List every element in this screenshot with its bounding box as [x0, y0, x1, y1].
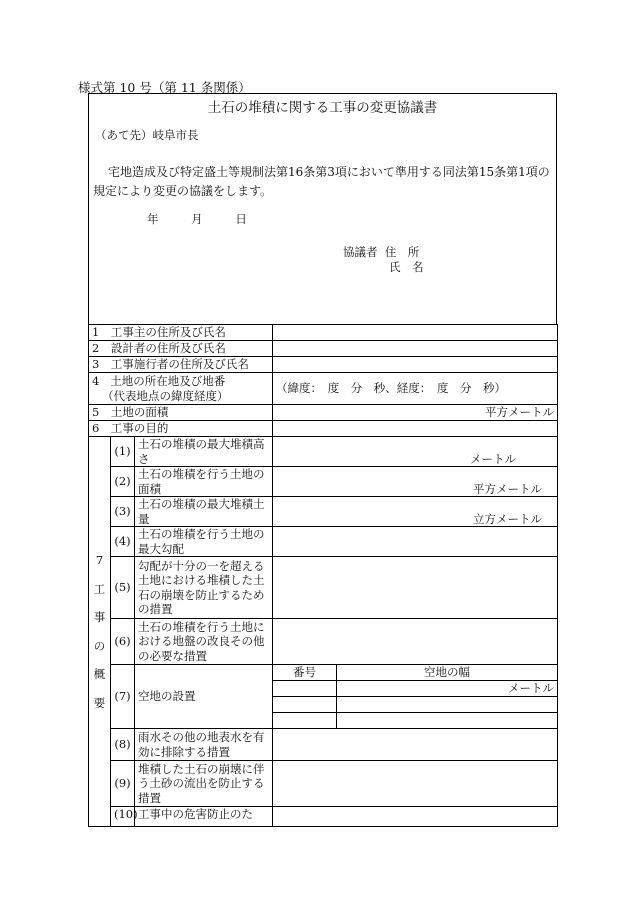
- table-row: [89, 619, 558, 665]
- open-space-width-3[interactable]: [337, 713, 558, 729]
- row1-value[interactable]: [273, 325, 558, 341]
- item1-num: (1): [111, 437, 135, 467]
- party-name-label: 氏 名: [389, 260, 424, 274]
- open-space-number-1[interactable]: [273, 681, 337, 697]
- party-block: [343, 245, 424, 275]
- open-space-width-2[interactable]: [337, 697, 558, 713]
- table-row: [89, 421, 558, 437]
- party-address-label: 住 所: [384, 245, 420, 259]
- item8-label: 雨水その他の地表水を有効に排除する措置: [135, 729, 273, 761]
- open-space-col-width: 空地の幅: [337, 665, 558, 681]
- row3-label: 3 工事施行者の住所及び氏名: [89, 357, 273, 373]
- body-text: 宅地造成及び特定盛土等規制法第16条第3項において準用する同法第15条第1項の規定により変更の協議をします。: [93, 165, 550, 198]
- item9-label: 堆積した土石の崩壊に伴う土砂の流出を防止する措置: [135, 761, 273, 807]
- date-year: 年: [147, 212, 159, 226]
- row4-num: 4: [92, 374, 100, 388]
- table-row: [89, 807, 558, 827]
- form-number: 様式第 10 号（第 11 条関係）: [78, 80, 251, 95]
- item5-value[interactable]: [273, 557, 558, 619]
- item5-label: 勾配が十分の一を超える土地における堆積した土石の崩壊を防止するための措置: [135, 557, 273, 619]
- row6-label: 6 工事の目的: [89, 421, 273, 437]
- item1-label: 土石の堆積の最大堆積高さ: [135, 437, 273, 467]
- item8-num: (8): [111, 729, 135, 761]
- table-row: [89, 729, 558, 761]
- table-row: [89, 467, 558, 497]
- open-space-number-3[interactable]: [273, 713, 337, 729]
- vchar-0: 7: [95, 553, 104, 567]
- item1-unit[interactable]: メートル: [273, 437, 558, 467]
- row2-value[interactable]: [273, 341, 558, 357]
- item4-num: (4): [111, 527, 135, 557]
- vchar-4: 概: [93, 667, 106, 681]
- row6-value[interactable]: [273, 421, 558, 437]
- open-space-width-1[interactable]: メートル: [337, 681, 558, 697]
- item6-label: 土石の堆積を行う土地における地盤の改良その他の必要な措置: [135, 619, 273, 665]
- item3-unit[interactable]: 立方メートル: [273, 497, 558, 527]
- open-space-number-2[interactable]: [273, 697, 337, 713]
- row4-label-line1: 土地の所在地及び地番: [110, 374, 226, 388]
- table-row: [89, 341, 558, 357]
- vchar-2: 事: [93, 610, 106, 624]
- table-row: [89, 325, 558, 341]
- item3-num: (3): [111, 497, 135, 527]
- vchar-1: 工: [93, 581, 106, 596]
- addressee: （あて先）岐阜市長: [95, 128, 199, 142]
- item4-value[interactable]: [273, 527, 558, 557]
- table-row: [89, 557, 558, 619]
- date-row: [147, 211, 276, 227]
- table-row: [89, 437, 558, 467]
- row3-value[interactable]: [273, 357, 558, 373]
- item6-value[interactable]: [273, 619, 558, 665]
- table-row: [89, 761, 558, 807]
- item6-num: (6): [111, 619, 135, 665]
- row5-label: 5 土地の面積: [89, 405, 273, 421]
- details-table: [88, 324, 558, 827]
- open-space-col-number: 番号: [273, 665, 337, 681]
- item3-label: 土石の堆積の最大堆積土量: [135, 497, 273, 527]
- row2-label: 2 設計者の住所及び氏名: [89, 341, 273, 357]
- item2-unit[interactable]: 平方メートル: [273, 467, 558, 497]
- item5-num: (5): [111, 557, 135, 619]
- row4-latlong[interactable]: （緯度： 度 分 秒、経度： 度 分 秒）: [273, 373, 558, 405]
- table-row: [89, 665, 558, 681]
- date-month: 月: [191, 212, 203, 226]
- item2-label: 土石の堆積を行う土地の面積: [135, 467, 273, 497]
- item9-value[interactable]: [273, 761, 558, 807]
- table-row: [89, 405, 558, 421]
- item8-value[interactable]: [273, 729, 558, 761]
- vchar-5: 要: [93, 695, 106, 710]
- row4-label: [89, 373, 273, 405]
- section7-vertical-label: [89, 437, 111, 827]
- item4-label: 土石の堆積を行う土地の最大勾配: [135, 527, 273, 557]
- table-row: [89, 373, 558, 405]
- vchar-3: の: [93, 638, 106, 653]
- header-frame: [88, 93, 557, 325]
- item10-label: 工事中の危害防止のた: [135, 807, 273, 827]
- row5-unit[interactable]: 平方メートル: [273, 405, 558, 421]
- document-title: 土石の堆積に関する工事の変更協議書: [207, 100, 438, 116]
- item10-num: (10): [111, 807, 135, 827]
- item10-value[interactable]: [273, 807, 558, 827]
- item9-num: (9): [111, 761, 135, 807]
- date-day: 日: [235, 212, 247, 226]
- table-row: [89, 527, 558, 557]
- item2-num: (2): [111, 467, 135, 497]
- row4-label-line2: （代表地点の緯度経度）: [102, 388, 229, 403]
- table-row: [89, 497, 558, 527]
- item7-label: 空地の設置: [135, 665, 273, 729]
- row1-label: 1 工事主の住所及び氏名: [89, 325, 273, 341]
- item7-num: (7): [111, 665, 135, 729]
- party-label: 協議者: [343, 245, 378, 259]
- table-row: [89, 357, 558, 373]
